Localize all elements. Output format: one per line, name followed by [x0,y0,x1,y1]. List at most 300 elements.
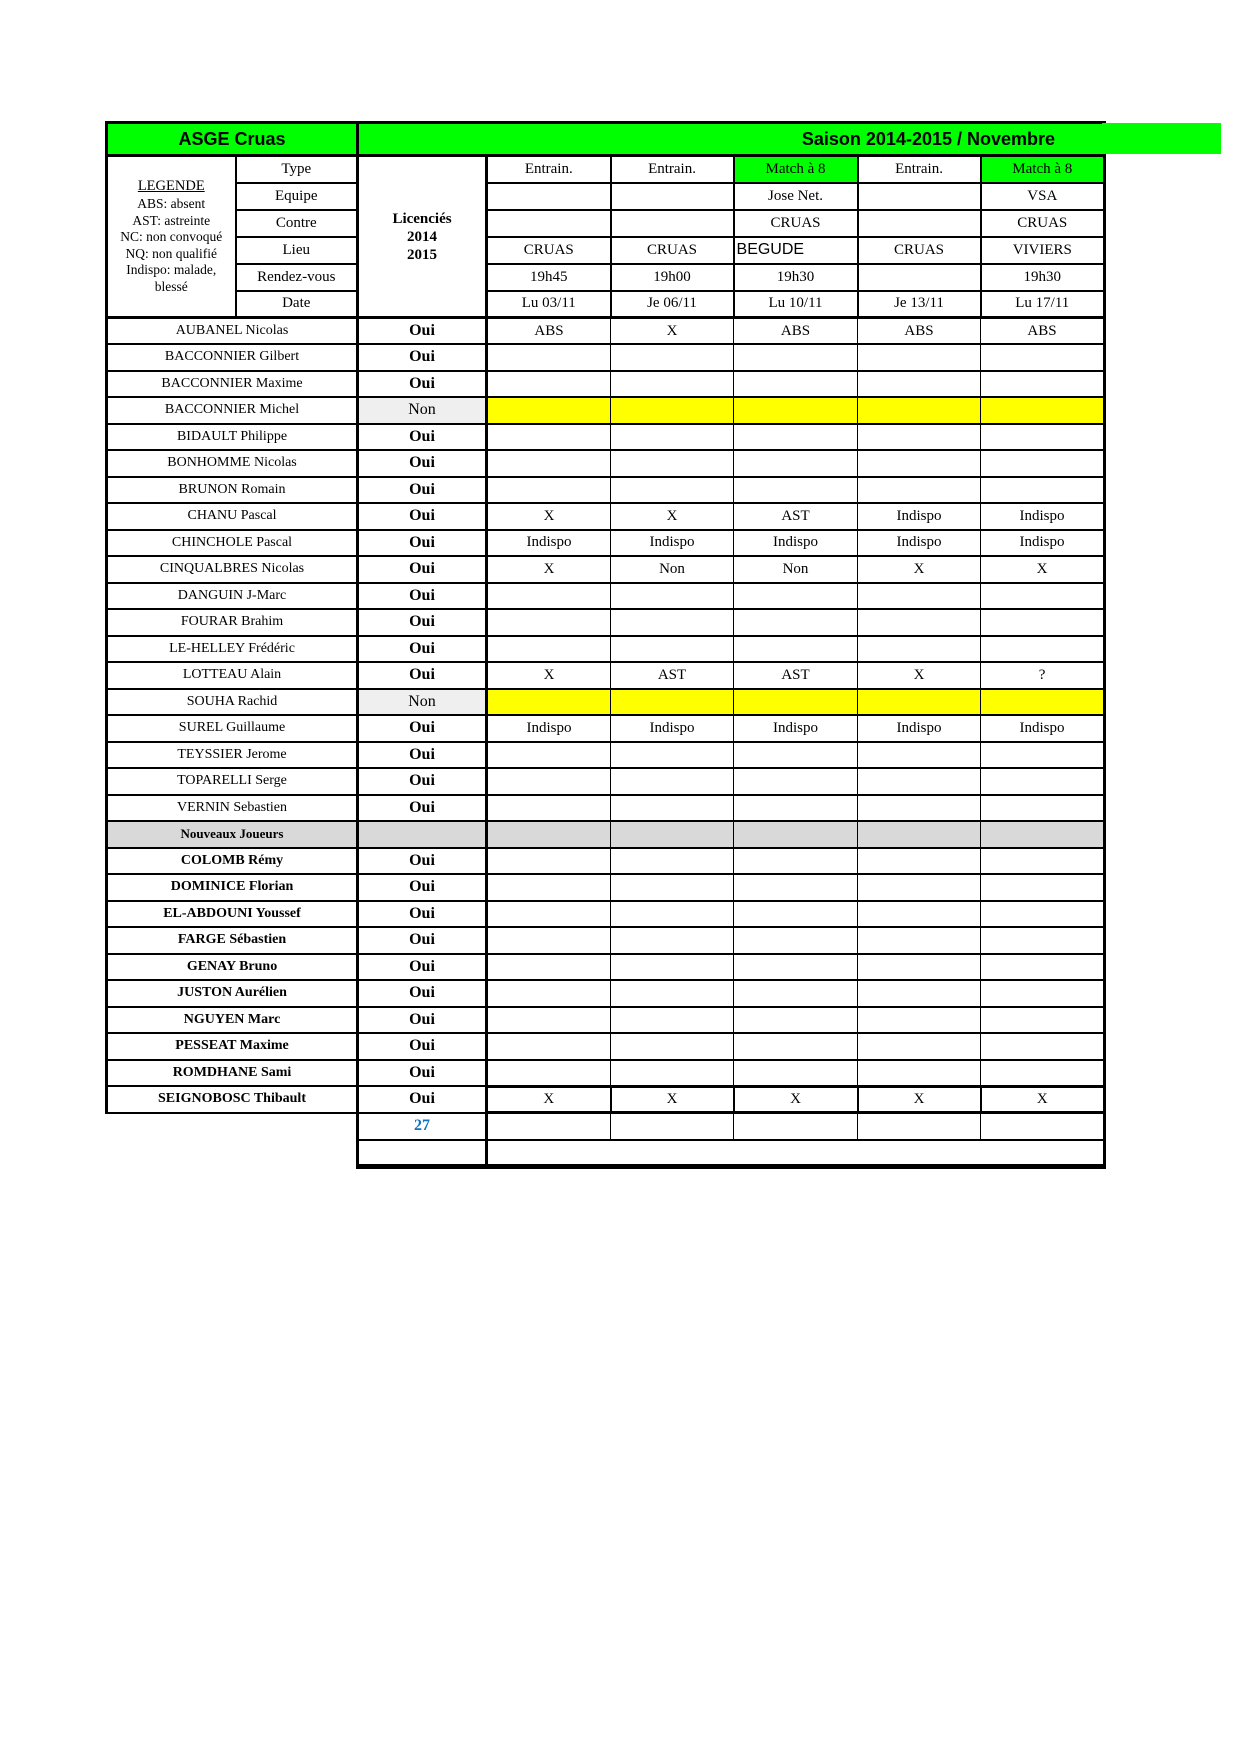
attendance-cell [734,609,858,636]
licencie-cell: Oui [358,636,487,663]
attendance-cell [734,1033,858,1060]
attendance-cell: X [487,503,611,530]
table-row [107,424,1105,451]
attendance-cell [487,344,611,371]
event-rendezvous-cell: 19h45 [487,264,611,291]
event-equipe-cell [858,183,981,210]
attendance-cell [734,848,858,875]
attendance-cell [858,1007,981,1034]
licencie-cell: Oui [358,503,487,530]
player-name-cell: CINQUALBRES Nicolas [107,556,358,583]
attendance-cell [858,980,981,1007]
row-label-date: Date [236,291,358,318]
attendance-cell [858,768,981,795]
attendance-cell [487,795,611,822]
event-contre-cell: CRUAS [734,210,858,237]
attendance-table [105,121,1106,1169]
event-type-cell: Entrain. [858,156,981,183]
licencies-count: 27 [358,1113,487,1140]
attendance-cell [487,1060,611,1087]
event-equipe-cell: Jose Net. [734,183,858,210]
club-title: ASGE Cruas [107,123,358,156]
licencies-header-line: 2014 [407,228,438,245]
attendance-cell: Non [734,556,858,583]
attendance-cell: X [611,318,734,345]
attendance-cell: Indispo [858,715,981,742]
attendance-cell: ABS [981,318,1105,345]
table-row [107,397,1105,424]
attendance-cell [734,371,858,398]
licencie-cell: Oui [358,530,487,557]
row-label-contre: Contre [236,210,358,237]
attendance-cell [611,477,734,504]
licencie-cell: Oui [358,848,487,875]
player-name-cell: TOPARELLI Serge [107,768,358,795]
event-type-cell: Match à 8 [981,156,1105,183]
attendance-cell [611,424,734,451]
legend-line: NQ: non qualifié [125,245,217,261]
attendance-cell [981,477,1105,504]
licencie-cell: Oui [358,901,487,928]
attendance-cell [858,954,981,981]
attendance-cell [734,795,858,822]
footer-cell [981,1113,1105,1140]
attendance-cell [858,1060,981,1087]
legend-line: NC: non convoqué [120,229,223,245]
event-lieu-cell: CRUAS [858,237,981,264]
event-type-cell: Entrain. [487,156,611,183]
type-row [107,156,1105,183]
title-row [107,123,1105,156]
table-row [107,795,1105,822]
player-name-cell: BIDAULT Philippe [107,424,358,451]
licencie-cell: Oui [358,874,487,901]
event-lieu-cell: CRUAS [611,237,734,264]
player-name-cell: BACCONNIER Maxime [107,371,358,398]
attendance-cell [981,609,1105,636]
event-equipe-cell [487,183,611,210]
attendance-cell [981,1007,1105,1034]
attendance-cell [981,927,1105,954]
event-rendezvous-cell [858,264,981,291]
table-row [107,318,1105,345]
table-row [107,609,1105,636]
licencies-header-line: 2015 [407,246,438,263]
attendance-cell [611,583,734,610]
licencie-cell: Oui [358,583,487,610]
attendance-cell [858,795,981,822]
legend-cell [107,156,236,318]
player-name-cell: COLOMB Rémy [107,848,358,875]
attendance-cell [734,768,858,795]
player-name-cell: SOUHA Rachid [107,689,358,716]
attendance-cell [858,848,981,875]
legend-line: AST: astreinte [132,212,211,228]
table-row [107,954,1105,981]
attendance-cell [611,689,734,716]
licencie-cell: Oui [358,954,487,981]
licencie-cell: Oui [358,662,487,689]
player-name-cell: SEIGNOBOSC Thibault [107,1086,358,1113]
player-name-cell: FOURAR Brahim [107,609,358,636]
attendance-cell [858,450,981,477]
attendance-cell [858,636,981,663]
attendance-cell [858,397,981,424]
player-name-cell: LOTTEAU Alain [107,662,358,689]
attendance-cell [611,344,734,371]
table-row [107,980,1105,1007]
attendance-cell [981,874,1105,901]
event-lieu-cell: CRUAS [487,237,611,264]
attendance-cell [734,397,858,424]
table-row [107,689,1105,716]
count-row [107,1113,1105,1140]
table-row [107,371,1105,398]
player-name-cell: AUBANEL Nicolas [107,318,358,345]
attendance-cell [981,636,1105,663]
attendance-cell [981,397,1105,424]
licencie-cell: Oui [358,742,487,769]
attendance-cell [487,371,611,398]
attendance-cell [487,1033,611,1060]
attendance-cell [611,636,734,663]
attendance-cell [611,742,734,769]
attendance-cell [858,344,981,371]
player-name-cell: SUREL Guillaume [107,715,358,742]
attendance-cell [487,689,611,716]
attendance-cell [734,874,858,901]
event-lieu-cell: VIVIERS [981,237,1105,264]
licencie-cell: Non [358,689,487,716]
event-contre-cell: CRUAS [981,210,1105,237]
attendance-cell: ABS [487,318,611,345]
attendance-cell: Indispo [734,715,858,742]
attendance-cell [858,901,981,928]
event-contre-cell [611,210,734,237]
attendance-cell [858,371,981,398]
attendance-cell: Indispo [858,530,981,557]
table-row [107,583,1105,610]
footer-empty-area [107,1140,358,1167]
table-row [107,662,1105,689]
attendance-cell [981,450,1105,477]
table-row [107,450,1105,477]
attendance-cell: Indispo [981,715,1105,742]
player-name-cell: GENAY Bruno [107,954,358,981]
attendance-cell [611,848,734,875]
attendance-cell [611,954,734,981]
licencie-cell: Oui [358,556,487,583]
attendance-cell [487,477,611,504]
attendance-cell [734,689,858,716]
bottom-row [107,1140,1105,1167]
licencie-cell: Oui [358,424,487,451]
player-name-cell: FARGE Sébastien [107,927,358,954]
footer-cell [734,1113,858,1140]
attendance-cell [981,848,1105,875]
attendance-sheet [105,121,1106,1169]
attendance-cell: X [981,1086,1105,1113]
attendance-cell [981,980,1105,1007]
attendance-cell [981,583,1105,610]
row-label-lieu: Lieu [236,237,358,264]
player-name-cell: NGUYEN Marc [107,1007,358,1034]
player-name-cell: BACCONNIER Gilbert [107,344,358,371]
licencie-cell: Oui [358,927,487,954]
attendance-cell: Indispo [734,530,858,557]
player-name-cell: EL-ABDOUNI Youssef [107,901,358,928]
attendance-cell [611,1007,734,1034]
attendance-cell [487,954,611,981]
attendance-cell [981,795,1105,822]
row-label-rendezvous: Rendez-vous [236,264,358,291]
attendance-cell [611,874,734,901]
attendance-cell: AST [734,662,858,689]
licencie-cell: Oui [358,1086,487,1113]
event-date-cell: Je 06/11 [611,291,734,318]
attendance-cell [487,424,611,451]
section-label: Nouveaux Joueurs [107,821,358,848]
attendance-cell [487,768,611,795]
footer-merged-cell [487,1140,1105,1167]
player-name-cell: TEYSSIER Jerome [107,742,358,769]
attendance-cell [611,768,734,795]
attendance-cell [487,927,611,954]
attendance-cell [734,980,858,1007]
attendance-cell: X [858,1086,981,1113]
attendance-cell [734,742,858,769]
player-name-cell: LE-HELLEY Frédéric [107,636,358,663]
attendance-cell: Non [611,556,734,583]
licencie-cell: Oui [358,1033,487,1060]
player-name-cell: CHINCHOLE Pascal [107,530,358,557]
table-row [107,1060,1105,1087]
attendance-cell [611,795,734,822]
licencie-cell: Oui [358,477,487,504]
licencie-cell: Oui [358,980,487,1007]
attendance-cell [734,1007,858,1034]
event-date-cell: Lu 17/11 [981,291,1105,318]
attendance-cell: X [981,556,1105,583]
player-name-cell: VERNIN Sebastien [107,795,358,822]
table-row [107,1007,1105,1034]
attendance-cell: X [734,1086,858,1113]
section-attendance-cell [487,821,611,848]
event-lieu-cell: BEGUDE [734,237,858,264]
table-row [107,742,1105,769]
attendance-cell [734,424,858,451]
event-contre-cell [858,210,981,237]
attendance-cell [734,954,858,981]
table-footer [107,1113,1105,1167]
attendance-cell: Indispo [487,715,611,742]
attendance-cell [981,424,1105,451]
attendance-cell: X [858,662,981,689]
attendance-cell [858,927,981,954]
event-rendezvous-cell: 19h30 [981,264,1105,291]
legend-line: ABS: absent [137,196,206,212]
event-date-cell: Lu 10/11 [734,291,858,318]
player-name-cell: BRUNON Romain [107,477,358,504]
attendance-cell [734,901,858,928]
attendance-cell [487,901,611,928]
lieu-row [107,237,1105,264]
season-title: Saison 2014-2015 / Novembre [358,123,1105,156]
event-contre-cell [487,210,611,237]
footer-cell [611,1113,734,1140]
attendance-cell: AST [734,503,858,530]
attendance-cell [858,742,981,769]
legend-line: Indispo: malade, blessé [126,262,217,294]
attendance-cell: Indispo [611,530,734,557]
attendance-cell [487,848,611,875]
attendance-cell: Indispo [981,530,1105,557]
table-row [107,556,1105,583]
section-attendance-cell [611,821,734,848]
player-name-cell: ROMDHANE Sami [107,1060,358,1087]
attendance-cell: X [487,1086,611,1113]
table-row [107,1033,1105,1060]
attendance-cell [611,901,734,928]
attendance-cell [487,583,611,610]
attendance-cell [611,1033,734,1060]
contre-row [107,210,1105,237]
table-row [107,874,1105,901]
section-attendance-cell [981,821,1105,848]
section-attendance-cell [734,821,858,848]
event-rendezvous-cell: 19h00 [611,264,734,291]
legend-heading: LEGENDE [137,177,205,194]
event-type-cell: Entrain. [611,156,734,183]
section-row [107,821,1105,848]
attendance-cell [734,477,858,504]
licencie-cell: Oui [358,795,487,822]
attendance-cell: Indispo [487,530,611,557]
attendance-cell [858,874,981,901]
attendance-cell: ? [981,662,1105,689]
table-row [107,344,1105,371]
table-row [107,927,1105,954]
attendance-cell: Indispo [611,715,734,742]
footer-cell [487,1113,611,1140]
table-row [107,715,1105,742]
licencie-cell: Non [358,397,487,424]
player-name-cell: BONHOMME Nicolas [107,450,358,477]
attendance-cell [734,1060,858,1087]
attendance-cell [611,927,734,954]
attendance-cell: ABS [858,318,981,345]
attendance-cell [734,344,858,371]
footer-licencies-cell [358,1140,487,1167]
licencies-header-line: Licenciés [392,210,452,227]
licencie-cell: Oui [358,768,487,795]
event-date-cell: Je 13/11 [858,291,981,318]
attendance-cell [487,980,611,1007]
table-row [107,530,1105,557]
attendance-cell [734,636,858,663]
table-row [107,503,1105,530]
attendance-cell: ABS [734,318,858,345]
event-type-cell: Match à 8 [734,156,858,183]
attendance-cell [858,477,981,504]
attendance-cell: X [487,662,611,689]
footer-empty-area [107,1113,358,1140]
attendance-cell [858,609,981,636]
attendance-cell [611,397,734,424]
event-date-cell: Lu 03/11 [487,291,611,318]
attendance-cell: X [611,503,734,530]
player-name-cell: DOMINICE Florian [107,874,358,901]
attendance-cell [981,689,1105,716]
event-equipe-cell [611,183,734,210]
licencie-cell: Oui [358,371,487,398]
footer-cell [858,1113,981,1140]
attendance-cell [487,609,611,636]
table-row [107,636,1105,663]
section-attendance-cell [858,821,981,848]
attendance-cell: X [858,556,981,583]
event-rendezvous-cell: 19h30 [734,264,858,291]
attendance-cell [981,344,1105,371]
licencie-cell: Oui [358,715,487,742]
attendance-cell [487,636,611,663]
attendance-cell [981,954,1105,981]
licencie-cell: Oui [358,1007,487,1034]
player-name-cell: BACCONNIER Michel [107,397,358,424]
attendance-cell [858,689,981,716]
attendance-cell [981,768,1105,795]
attendance-cell [981,742,1105,769]
table-header [107,123,1105,318]
licencie-cell: Oui [358,1060,487,1087]
attendance-cell [734,927,858,954]
player-name-cell: CHANU Pascal [107,503,358,530]
equipe-row [107,183,1105,210]
attendance-cell [858,424,981,451]
attendance-cell: X [611,1086,734,1113]
attendance-cell [611,371,734,398]
table-row [107,477,1105,504]
attendance-cell [487,397,611,424]
attendance-cell [487,1007,611,1034]
licencies-header [358,156,487,318]
title-green-strip [1102,123,1221,154]
attendance-cell [487,742,611,769]
licencie-cell: Oui [358,344,487,371]
attendance-cell [487,450,611,477]
attendance-cell [858,583,981,610]
attendance-cell [981,1033,1105,1060]
attendance-cell [981,1060,1105,1087]
licencie-cell: Oui [358,450,487,477]
table-row [107,768,1105,795]
attendance-cell: Indispo [981,503,1105,530]
licencie-cell: Oui [358,318,487,345]
section-licencie-cell [358,821,487,848]
event-equipe-cell: VSA [981,183,1105,210]
attendance-cell [734,583,858,610]
row-label-type: Type [236,156,358,183]
players-body [107,318,1105,1113]
table-row [107,848,1105,875]
date-row [107,291,1105,318]
attendance-cell [611,450,734,477]
attendance-cell [858,1033,981,1060]
attendance-cell [487,874,611,901]
attendance-cell [981,371,1105,398]
player-name-cell: PESSEAT Maxime [107,1033,358,1060]
player-name-cell: JUSTON Aurélien [107,980,358,1007]
